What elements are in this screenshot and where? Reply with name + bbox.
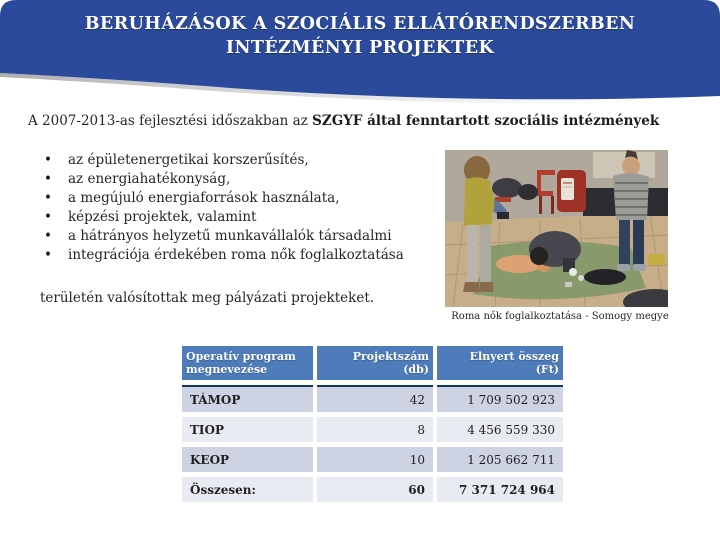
cell-program: KEOP xyxy=(182,447,313,472)
list-item-text: a hátrányos helyzetű munkavállalók társadalmi xyxy=(68,228,392,244)
cell-projects: 10 xyxy=(317,447,433,472)
table-row-total xyxy=(182,477,563,502)
cell-projects: 60 xyxy=(317,477,433,502)
table-row xyxy=(182,447,563,472)
list-item-text: az épületenergetikai korszerűsítés, xyxy=(68,152,309,168)
intro-normal-text: A 2007-2013-as fejlesztési időszakban az xyxy=(28,113,313,129)
page-title-line1: BERUHÁZÁSOK A SZOCIÁLIS ELLÁTÓRENDSZERBEN xyxy=(84,14,636,34)
list-item xyxy=(42,208,442,227)
projects-table xyxy=(178,341,567,507)
list-item xyxy=(42,189,442,208)
table-row xyxy=(182,385,563,412)
cell-program: TIOP xyxy=(182,417,313,442)
bullet-icon: • xyxy=(44,190,52,206)
list-item xyxy=(42,170,442,189)
title-banner xyxy=(0,0,720,106)
cell-amount: 1 709 502 923 xyxy=(437,385,563,412)
bullet-icon: • xyxy=(44,152,52,168)
cell-amount: 1 205 662 711 xyxy=(437,447,563,472)
bullet-icon: • xyxy=(44,209,52,225)
photo-caption: Roma nők foglalkoztatása - Somogy megye xyxy=(451,311,669,322)
list-item-text: a megújuló energiaforrások használata, xyxy=(68,190,340,206)
list-item-text: integrációja érdekében roma nők foglalkoztatása xyxy=(68,247,404,263)
cell-program: Összesen: xyxy=(182,477,313,502)
table-header-row xyxy=(182,346,563,380)
bullet-icon: • xyxy=(44,247,52,263)
photo-roma-employment xyxy=(445,150,668,307)
cell-projects: 42 xyxy=(317,385,433,412)
table-header-program: Operatív program megnevezése xyxy=(182,346,313,380)
intro-sentence xyxy=(28,113,692,129)
cell-amount: 7 371 724 964 xyxy=(437,477,563,502)
cell-program: TÁMOP xyxy=(182,385,313,412)
table-header-projects: Projektszám (db) xyxy=(317,346,433,380)
page-title-line2: INTÉZMÉNYI PROJEKTEK xyxy=(225,38,495,58)
bullet-icon: • xyxy=(44,171,52,187)
list-item-text: az energiahatékonyság, xyxy=(68,171,231,187)
photo-illustration xyxy=(445,150,668,307)
cell-amount: 4 456 559 330 xyxy=(437,417,563,442)
intro-bold-text: SZGYF által fenntartott szociális intézmények xyxy=(312,113,660,129)
page-title xyxy=(0,12,720,60)
table-row xyxy=(182,417,563,442)
bullet-icon: • xyxy=(44,228,52,244)
cell-projects: 8 xyxy=(317,417,433,442)
closing-sentence: területén valósítottak meg pályázati projekteket. xyxy=(40,290,375,306)
table-header-amount: Elnyert összeg (Ft) xyxy=(437,346,563,380)
project-areas-list xyxy=(42,151,442,265)
list-item xyxy=(42,151,442,170)
list-item-text: képzési projektek, valamint xyxy=(68,209,257,225)
list-item xyxy=(42,227,442,246)
list-item xyxy=(42,246,442,265)
